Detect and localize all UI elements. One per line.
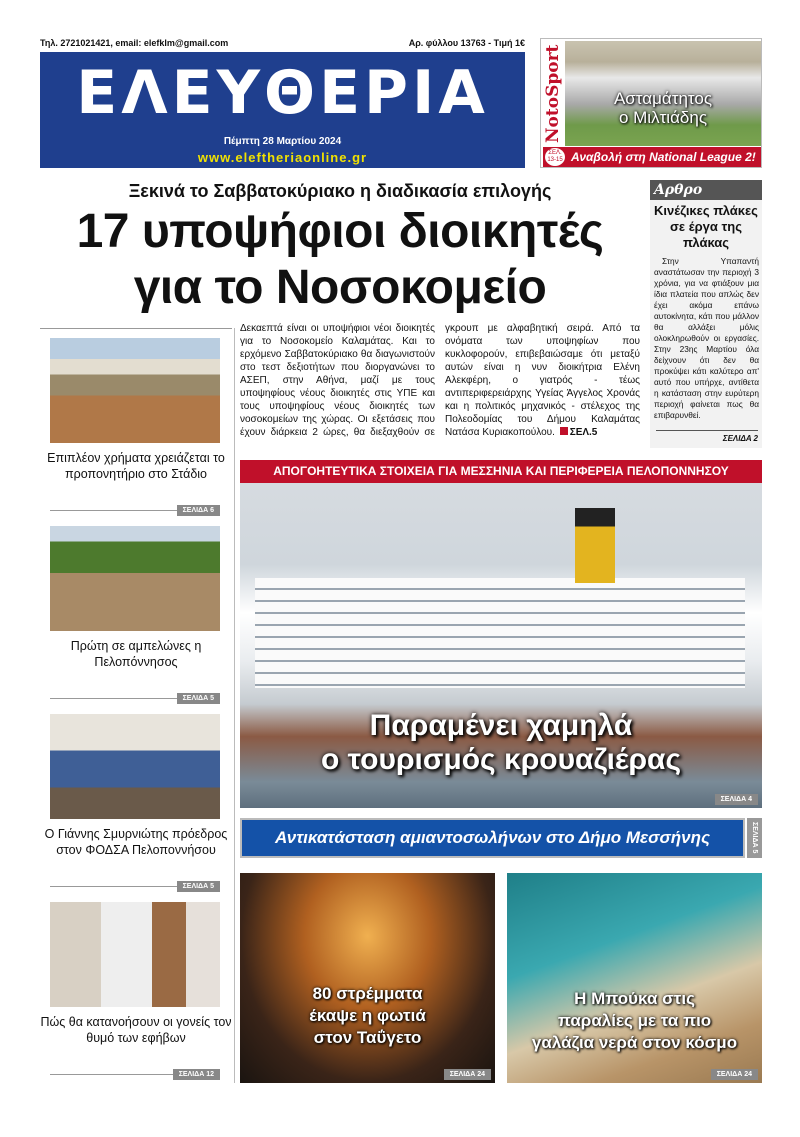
fire-headline-line: έκαψε η φωτιά bbox=[309, 1006, 426, 1025]
lead-headline-line: 17 υποψήφιοι διοικητές bbox=[76, 205, 604, 258]
beach-story[interactable] bbox=[507, 873, 762, 1083]
vineyard-photo bbox=[50, 526, 220, 631]
page-label: ΣΕΛΙΔΑ 12 bbox=[173, 1069, 220, 1080]
notosport-logo: NotoSport bbox=[543, 41, 565, 146]
sport-teaser[interactable] bbox=[540, 38, 762, 168]
page-label: ΣΕΛΙΔΑ 24 bbox=[711, 1069, 758, 1080]
cruise-story[interactable] bbox=[240, 483, 762, 808]
story-caption: Ο Γιάννης Σμυρνιώτης πρόεδρος στον ΦΟΔΣΑ Πελοποννήσου bbox=[44, 827, 228, 857]
page-label: ΣΕΛΙΔΑ 5 bbox=[177, 693, 220, 704]
story-caption: Πρώτη σε αμπελώνες η Πελοπόννησος bbox=[70, 639, 202, 669]
newspaper-logo: ΕΛΕΥΘΕΡΙΑ bbox=[76, 58, 489, 128]
opinion-body: Στην Υπαπαντή αναστάτωσαν την περιοχή 3 χρόνια, για να φτιάξουν μια ίδια πλατεία που απλώς δεν έχει ακόμα επάνω αυτοκίνητα, κάτι που μάλλον θα αλλάξει μόλις ολοκληρωθούν οι εργασίες. Στην 23ης Μαρτίου όλα δείχνουν ότι δεν θα προκύψει κάτι καλύτερο απ' αυτό που υπήρχε, αντίθετα η κατάσταση στην ευρύτερη περιοχή φαίνεται πως θα επιβαρυνθεί. bbox=[654, 256, 759, 420]
fire-story[interactable] bbox=[240, 873, 495, 1083]
sidebar-story[interactable] bbox=[40, 894, 232, 1084]
masthead bbox=[40, 52, 525, 168]
cruise-headline-line: Παραμένει χαμηλά bbox=[369, 709, 633, 742]
story-caption: Επιπλέον χρήματα χρειάζεται το προπονητήριο στο Στάδιο bbox=[47, 451, 225, 481]
contact-info: Τηλ. 2721021421, email: elefklm@gmail.com bbox=[40, 38, 229, 48]
lead-headline-line: για το Νοσοκομείο bbox=[133, 261, 547, 314]
issue-date: Πέμπτη 28 Μαρτίου 2024 bbox=[223, 136, 342, 147]
sport-headline-line: Ασταμάτητος bbox=[613, 89, 713, 108]
page-label: ΣΕΛΙΔΑ 6 bbox=[177, 505, 220, 516]
page-label: ΣΕΛΙΔΑ 2 bbox=[722, 434, 758, 443]
page-label: ΣΕΛΙΔΑ 5 bbox=[177, 881, 220, 892]
cruise-headline-line: ο τουρισμός κρουαζιέρας bbox=[320, 743, 682, 776]
beach-headline-line: παραλίες με τα πιο bbox=[557, 1011, 712, 1030]
lead-body-text: Δεκαεπτά είναι οι υποψήφιοι νέοι διοικητές για το Νοσοκομείο Καλαμάτας. Και το ερχόμενο Σαββατοκύριακο θα διαγωνιστούν στο τεστ δεξιοτήτων που διοργανώνει το ΑΣΕΠ, στην Αθήνα, μαζί με τους υποψηφίους νέους διοικητές στις ΥΠΕ και τους υποψηφίους νέους διοικητές των νοσοκομείων της χώρας. Οι εξετάσεις που έχουν διάρκεια 2 ώρες, θα διεξαχθούν σε γκρουπ με αλφαβητική σειρά. Από τα ονόματα των υποψηφίων που κυκλοφορούν, επιβεβαιώσαμε ότι μεταξύ αυτών είναι η νυν διοικήτρια Ελένη Αλεκφέρη, ο γιατρός - τέως αντιπεριφερειάρχης Υγείας Άγγελος Χρονάς και η πολιτικός μηχανικός - στέλεχος της Πολεοδομίας του Δήμου Καλαμάτας Νατάσα Κυριακοπούλου. bbox=[240, 323, 640, 438]
sidebar-story[interactable] bbox=[40, 330, 232, 520]
story-caption: Πώς θα κατανοήσουν οι γονείς τον θυμό των εφήβων bbox=[40, 1015, 232, 1045]
cruise-headline bbox=[240, 709, 762, 777]
cruise-banner: ΑΠΟΓΟΗΤΕΥΤΙΚΑ ΣΤΟΙΧΕΙΑ ΓΙΑ ΜΕΣΣΗΝΙΑ ΚΑΙ ΠΕΡΙΦΕΡΕΙΑ ΠΕΛΟΠΟΝΝΗΣΟΥ bbox=[240, 460, 762, 483]
opinion-box[interactable] bbox=[650, 180, 762, 448]
beach-headline-line: γαλάζια νερά στον κόσμο bbox=[531, 1033, 738, 1052]
beach-headline-line: Η Μπούκα στις bbox=[574, 989, 695, 1008]
opinion-section-label: Αρθρο bbox=[650, 180, 762, 200]
sport-headline bbox=[565, 89, 761, 127]
teenagers-photo bbox=[50, 902, 220, 1007]
fire-headline-line: στον Ταΰγετο bbox=[313, 1028, 422, 1047]
website-link[interactable]: www.eleftheriaonline.gr bbox=[197, 150, 368, 165]
lead-headline[interactable] bbox=[40, 204, 640, 316]
cruise-ship-photo bbox=[255, 578, 745, 688]
ship-funnel bbox=[575, 508, 615, 583]
stadium-photo bbox=[50, 338, 220, 443]
lead-page-ref: ΣΕΛ.5 bbox=[569, 427, 598, 438]
sport-pages-badge: ΣΕΛ. 13-15 bbox=[545, 148, 565, 166]
lead-kicker: Ξεκινά το Σαββατοκύριακο η διαδικασία επιλογής bbox=[128, 181, 552, 201]
bullet-icon bbox=[560, 427, 568, 435]
sidebar-story[interactable] bbox=[40, 518, 232, 708]
divider bbox=[656, 430, 758, 431]
divider bbox=[40, 328, 232, 329]
opinion-title: Κινέζικες πλάκες σε έργα της πλάκας bbox=[654, 203, 758, 250]
issue-info: Αρ. φύλλου 13763 - Τιμή 1€ bbox=[408, 38, 525, 48]
asbestos-headline[interactable]: Αντικατάσταση αμιαντοσωλήνων στο Δήμο Μεσσήνης bbox=[240, 818, 745, 858]
fire-headline-line: 80 στρέμματα bbox=[312, 984, 423, 1003]
sport-headline-line: ο Μιλτιάδης bbox=[618, 108, 708, 127]
meeting-photo bbox=[50, 714, 220, 819]
page-label: ΣΕΛΙΔΑ 24 bbox=[444, 1069, 491, 1080]
sport-banner: Αναβολή στη National League 2! bbox=[543, 147, 761, 167]
fire-headline bbox=[240, 983, 495, 1049]
divider bbox=[234, 328, 235, 1083]
beach-headline bbox=[507, 988, 762, 1054]
lead-body bbox=[240, 322, 640, 439]
page-label: ΣΕΛΙΔΑ 4 bbox=[715, 794, 758, 805]
sidebar-story[interactable] bbox=[40, 706, 232, 896]
page-label: ΣΕΛΙΔΑ 5 bbox=[747, 818, 762, 858]
